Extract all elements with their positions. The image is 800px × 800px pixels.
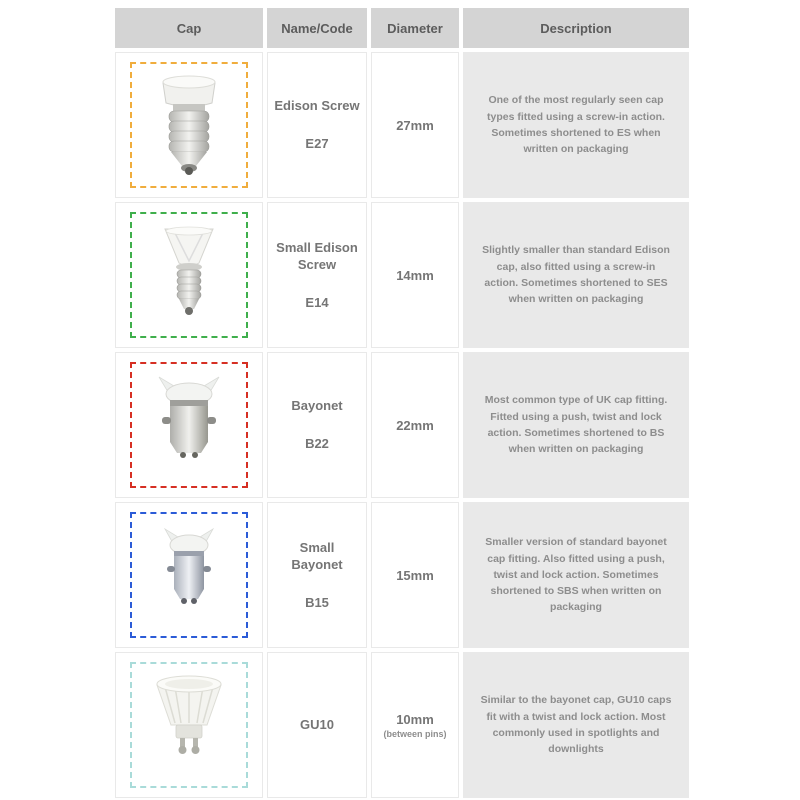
description-cell	[463, 52, 689, 198]
cap-image-frame	[130, 662, 248, 788]
name-code-cell	[267, 52, 367, 198]
cap-name: Bayonet	[291, 398, 343, 414]
description-text: Most common type of UK cap fitting. Fitted using a push, twist and lock action. Sometimes shortened to BS when written on packaging	[484, 394, 668, 456]
description-cell	[463, 652, 689, 798]
cap-image-frame	[130, 512, 248, 638]
diameter-cell	[371, 352, 459, 498]
description-text: One of the most regularly seen cap types fitted using a screw-in action. Sometimes shortened to ES when written on packaging	[487, 94, 665, 156]
diameter-cell	[371, 502, 459, 648]
cap-cell	[115, 352, 263, 498]
header-diameter: Diameter	[371, 8, 459, 48]
cap-cell	[115, 652, 263, 798]
header-description: Description	[463, 8, 689, 48]
diameter-note: (between pins)	[383, 728, 447, 739]
header-name-code: Name/Code	[267, 8, 367, 48]
cap-cell	[115, 202, 263, 348]
name-code-cell	[267, 352, 367, 498]
description-cell	[463, 352, 689, 498]
cap-code: B22	[305, 436, 329, 451]
b22-bayonet-bulb-icon	[139, 369, 239, 481]
name-code-cell	[267, 202, 367, 348]
cap-name: GU10	[300, 717, 334, 733]
description-text: Similar to the bayonet cap, GU10 caps fit with a twist and lock action. Most commonly used in spotlights and downlights	[480, 694, 672, 756]
cap-image-frame	[130, 362, 248, 488]
cap-name: Edison Screw	[274, 98, 360, 114]
e14-small-edison-screw-bulb-icon	[139, 219, 239, 331]
cap-name: Small Bayonet	[291, 539, 343, 573]
diameter-value: 15mm	[396, 567, 434, 583]
diameter-value: 27mm	[396, 117, 434, 133]
description-cell	[463, 202, 689, 348]
cap-cell	[115, 52, 263, 198]
name-code-cell	[267, 652, 367, 798]
cap-cell	[115, 502, 263, 648]
bulb-cap-reference-table	[115, 8, 689, 798]
diameter-value: 10mm	[396, 711, 434, 727]
name-code-cell	[267, 502, 367, 648]
cap-image-frame	[130, 62, 248, 188]
description-cell	[463, 502, 689, 648]
diameter-value: 14mm	[396, 267, 434, 283]
cap-code: E27	[305, 136, 329, 151]
gu10-spotlight-bulb-icon	[139, 669, 239, 781]
e27-edison-screw-bulb-icon	[139, 69, 239, 181]
cap-code: E14	[305, 294, 329, 310]
cap-name: Small Edison Screw	[276, 239, 358, 273]
description-text: Smaller version of standard bayonet cap fitting. Also fitted using a push, twist and lock action. Sometimes shortened to SBS when written on packaging	[485, 536, 667, 614]
description-text: Slightly smaller than standard Edison cap, also fitted using a screw-in action. Sometimes shortened to SES when written on packaging	[482, 244, 670, 306]
diameter-value: 22mm	[396, 417, 434, 433]
cap-image-frame	[130, 212, 248, 338]
diameter-cell	[371, 52, 459, 198]
b15-small-bayonet-bulb-icon	[139, 519, 239, 631]
diameter-cell	[371, 202, 459, 348]
header-cap: Cap	[115, 8, 263, 48]
diameter-cell	[371, 652, 459, 798]
cap-code: B15	[305, 594, 329, 610]
